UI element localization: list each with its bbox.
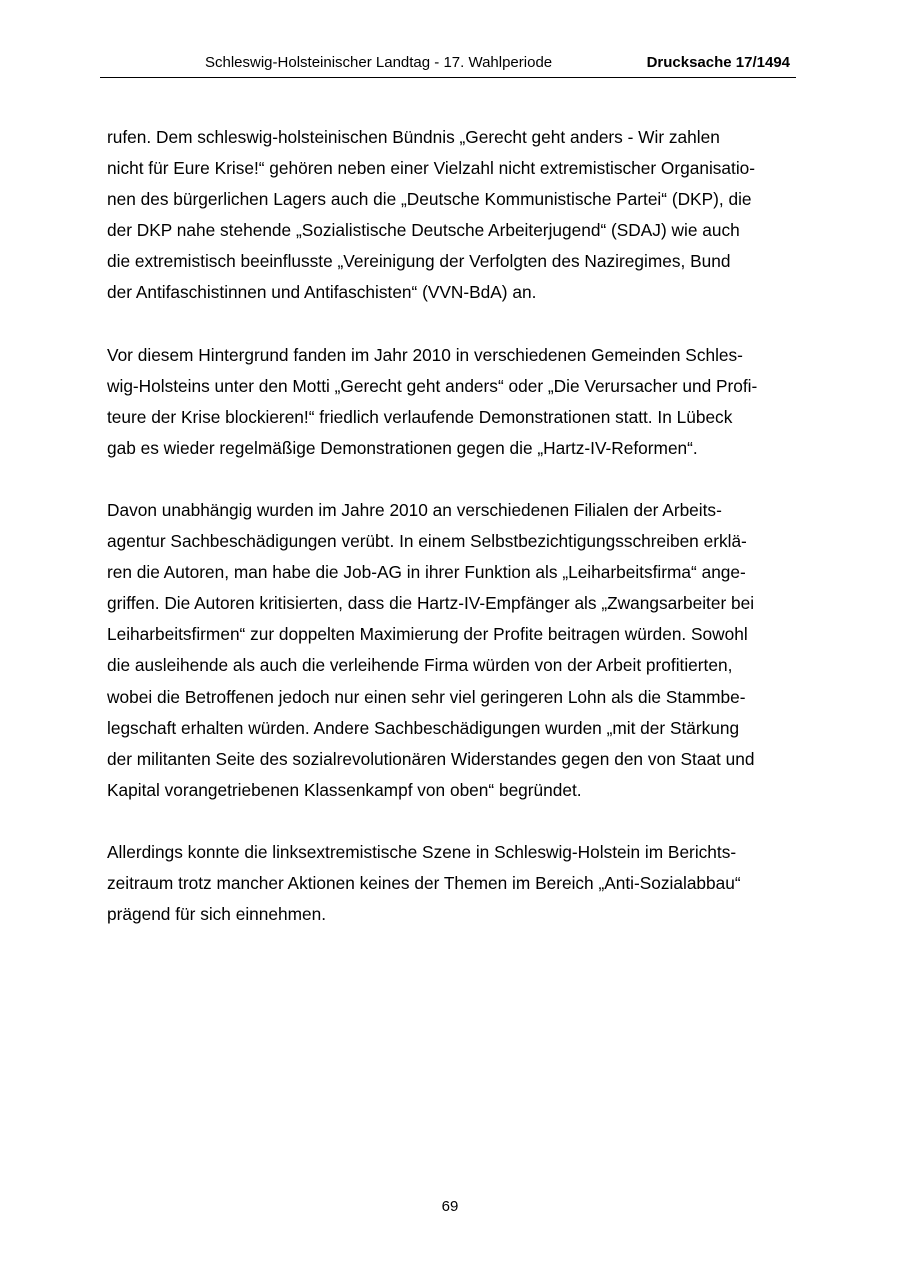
paragraph-1 — [107, 122, 797, 309]
body-text — [107, 122, 797, 930]
paragraph-4 — [107, 837, 797, 930]
text-line: zeitraum trotz mancher Aktionen keines der Themen im Bereich „Anti-Sozialabbau“ — [107, 872, 741, 893]
text-line: legschaft erhalten würden. Andere Sachbeschädigungen wurden „mit der Stärkung — [107, 717, 740, 738]
document-reference: Drucksache 17/1494 — [646, 54, 790, 71]
text-line: wobei die Betroffenen jedoch nur einen sehr viel geringeren Lohn als die Stammbe- — [107, 686, 746, 707]
text-line: Leiharbeitsfirmen“ zur doppelten Maximierung der Profite beitragen würden. Sowohl — [107, 624, 748, 645]
text-line: prägend für sich einnehmen. — [107, 904, 327, 925]
text-line: ren die Autoren, man habe die Job-AG in ihrer Funktion als „Leiharbeitsfirma“ ange- — [107, 562, 746, 583]
text-line: die ausleihende als auch die verleihende Firma würden von der Arbeit profitierten, — [107, 655, 733, 676]
text-line: Vor diesem Hintergrund fanden im Jahr 2010 in verschiedenen Gemeinden Schles- — [107, 344, 743, 365]
text-line: Kapital vorangetriebenen Klassenkampf von oben“ begründet. — [107, 779, 582, 800]
text-line: nicht für Eure Krise!“ gehören neben einer Vielzahl nicht extremistischer Organisatio- — [107, 158, 756, 179]
text-line: der DKP nahe stehende „Sozialistische Deutsche Arbeiterjugend“ (SDAJ) wie auch — [107, 220, 740, 241]
text-line: wig-Holsteins unter den Motti „Gerecht geht anders“ oder „Die Verursacher und Profi- — [107, 375, 758, 396]
paragraph-2 — [107, 340, 797, 464]
page-header — [100, 52, 796, 78]
header-title: Schleswig-Holsteinischer Landtag - 17. Wahlperiode — [205, 54, 553, 71]
text-line: gab es wieder regelmäßige Demonstrationen gegen die „Hartz-IV-Reformen“. — [107, 437, 698, 458]
text-line: teure der Krise blockieren!“ friedlich verlaufende Demonstrationen statt. In Lübeck — [107, 406, 733, 427]
text-line: Davon unabhängig wurden im Jahre 2010 an verschiedenen Filialen der Arbeits- — [107, 499, 722, 520]
text-line: griffen. Die Autoren kritisierten, dass die Hartz-IV-Empfänger als „Zwangsarbeiter bei — [107, 593, 755, 614]
text-line: Allerdings konnte die linksextremistische Szene in Schleswig-Holstein im Berichts- — [107, 841, 737, 862]
text-line: agentur Sachbeschädigungen verübt. In einem Selbstbezichtigungsschreiben erklä- — [107, 531, 747, 552]
page-number: 69 — [441, 1198, 459, 1215]
text-line: die extremistisch beeinflusste „Vereinigung der Verfolgten des Naziregimes, Bund — [107, 251, 731, 272]
text-line: nen des bürgerlichen Lagers auch die „Deutsche Kommunistische Partei“ (DKP), die — [107, 189, 752, 210]
text-line: rufen. Dem schleswig-holsteinischen Bündnis „Gerecht geht anders - Wir zahlen — [107, 127, 720, 147]
paragraph-3 — [107, 495, 797, 806]
text-line: der militanten Seite des sozialrevolutionären Widerstandes gegen den von Staat und — [107, 748, 755, 769]
text-line: der Antifaschistinnen und Antifaschisten“ (VVN-BdA) an. — [107, 282, 537, 303]
